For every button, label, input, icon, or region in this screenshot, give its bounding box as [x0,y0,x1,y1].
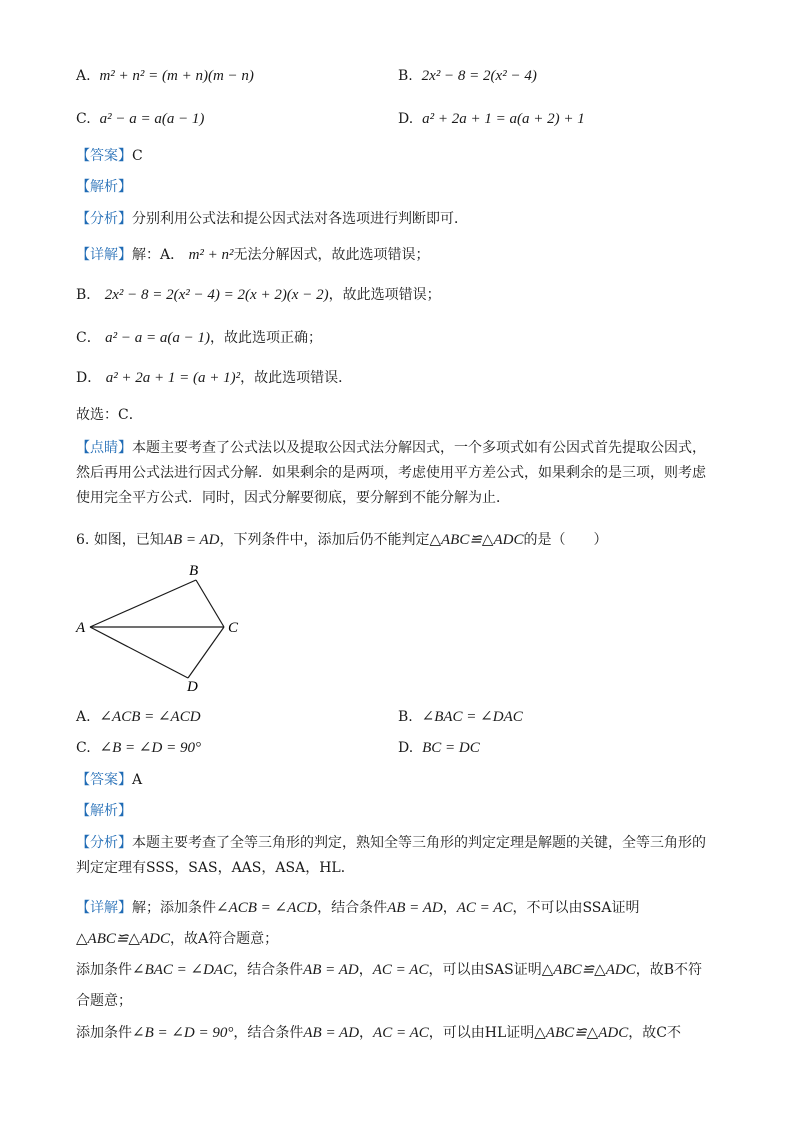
option-expr: ∠ACB = ∠ACD [99,709,201,725]
detail-text: ，结合条件 [233,962,304,978]
option-expr: BC = DC [422,740,480,756]
q5-detail-b [76,285,441,305]
q5-detail-d [76,368,352,388]
q6-analysis [76,801,132,821]
detail-prefix: D． [76,370,102,386]
detail-expr: ∠BAC = ∠DAC [132,962,234,978]
option-letter: A. [76,709,91,725]
triangle-figure [70,560,250,696]
q5-fenxi [76,209,468,229]
detail-text: 添加条件 [76,962,132,978]
option-letter: B. [398,68,413,84]
stem-text: 如图，已知 [93,532,164,548]
option-letter: D. [398,740,414,756]
detail-expr: AC = AC [456,900,513,916]
detail-text: 解；添加条件 [132,900,216,916]
option-letter: C. [76,111,91,127]
detail-expr: AB = AD [303,1025,360,1041]
detail-suffix: 无法分解因式，故此选项错误； [233,247,430,263]
detail-expr: 2x² − 8 = 2(x² − 4) = 2(x + 2)(x − 2) [104,287,329,303]
analysis-tag: 【解析】 [76,179,132,195]
detail-expr: ∠B = ∠D = 90° [132,1025,234,1041]
q6-detail-2 [76,955,716,1017]
label-a: A [76,620,86,636]
q6-stem [76,530,607,550]
detail-suffix: ，故此选项正确； [210,330,323,346]
option-expr: ∠B = ∠D = 90° [99,740,201,756]
option-letter: A. [76,68,91,84]
question-number: 6. [76,532,90,548]
segment-ad [90,627,188,678]
q6-fenxi [76,831,716,881]
fenxi-text: 本题主要考查了全等三角形的判定，熟知全等三角形的判定定理是解题的关键，全等三角形的判定定理有SSS，SAS，AAS，ASA，HL． [76,835,706,876]
detail-text: ，故C不 [628,1025,681,1041]
option-letter: C. [76,740,91,756]
detail-tag: 【详解】 [76,900,132,916]
q6-detail-1 [76,893,716,955]
label-d: D [187,679,198,695]
detail-expr: AC = AC [372,962,429,978]
detail-text: ， [442,900,457,916]
answer-value: C [132,148,143,164]
label-b: B [189,563,199,579]
q5-option-d [398,109,585,129]
q5-detail-c [76,328,322,348]
detail-text: ，可以由SAS证明 [428,962,542,978]
comment-text: 本题主要考查了公式法以及提取公因式法分解因式，一个多项式如有公因式首先提取公因式，然后再用公式法进行因式分解．如果剩余的是两项，考虑使用平方差公式，如果剩余的是三项，则考虑使用完全平方公式．同时，因式分解要彻底，要分解到不能分解为止． [76,440,706,506]
stem-expr: AB = AD [163,532,220,548]
detail-expr: a² − a = a(a − 1) [105,330,211,346]
segment-bc [196,580,224,627]
option-expr: a² + 2a + 1 = a(a + 2) + 1 [422,111,585,127]
detail-text: ，可以由HL证明 [428,1025,535,1041]
q5-answer [76,146,143,166]
q5-analysis [76,177,132,197]
label-c: C [228,620,239,636]
q5-option-b [398,66,537,86]
detail-expr: △ABC≌△ADC [534,1025,629,1041]
q6-detail-3 [76,1018,716,1049]
detail-suffix: ，故此选项错误； [328,287,441,303]
segment-dc [188,627,224,678]
option-letter: B. [398,709,413,725]
detail-expr: m² + n² [188,247,234,263]
detail-text: ，故A符合题意； [169,931,279,947]
stem-text: 的是（ ） [523,532,608,548]
detail-expr: ∠ACB = ∠ACD [216,900,318,916]
q5-detail-a [76,245,430,265]
option-expr: ∠BAC = ∠DAC [421,709,523,725]
answer-tag: 【答案】 [76,148,132,164]
q6-option-d [398,738,480,758]
analysis-tag: 【解析】 [76,803,132,819]
detail-prefix: C． [76,330,101,346]
detail-suffix: ，故此选项错误． [240,370,353,386]
stem-text: ，下列条件中，添加后仍不能判定 [219,532,430,548]
answer-tag: 【答案】 [76,772,132,788]
q6-option-a [76,707,201,727]
option-letter: D. [398,111,414,127]
fenxi-tag: 【分析】 [76,211,132,227]
q5-option-c [76,109,204,129]
answer-value: A [132,772,143,788]
detail-expr: AC = AC [373,1025,429,1041]
q5-choose [76,405,143,425]
q5-comment [76,436,716,511]
fenxi-text: 分别利用公式法和提公因式法对各选项进行判断即可． [132,211,468,227]
detail-tag: 【详解】 [76,247,132,263]
detail-expr: a² + 2a + 1 = (a + 1)² [105,370,241,386]
option-expr: a² − a = a(a − 1) [99,111,205,127]
q5-option-a [76,66,254,86]
comment-tag: 【点睛】 [76,440,132,456]
choose-text: 故选：C． [76,407,143,423]
detail-expr: AB = AD [303,962,359,978]
segment-ab [90,580,196,627]
detail-text: ， [359,1025,374,1041]
detail-text: ， [358,962,373,978]
detail-text: ，故B不符合题意； [76,962,703,1009]
detail-expr: △ABC≌△ADC [541,962,636,978]
fenxi-tag: 【分析】 [76,835,132,851]
detail-text: 添加条件 [76,1025,132,1041]
detail-expr: AB = AD [387,900,443,916]
detail-expr: △ABC≌△ADC [76,931,170,947]
q6-answer [76,770,142,790]
option-expr: m² + n² = (m + n)(m − n) [99,68,254,84]
detail-text: ，结合条件 [233,1025,304,1041]
detail-prefix: B． [76,287,101,303]
q6-option-b [398,707,523,727]
option-expr: 2x² − 8 = 2(x² − 4) [421,68,537,84]
stem-expr: △ABC≌△ADC [429,532,524,548]
detail-text: ，不可以由SSA证明 [512,900,640,916]
detail-text: ，结合条件 [317,900,388,916]
detail-prefix: 解：A． [132,247,185,263]
q6-option-c [76,738,201,758]
